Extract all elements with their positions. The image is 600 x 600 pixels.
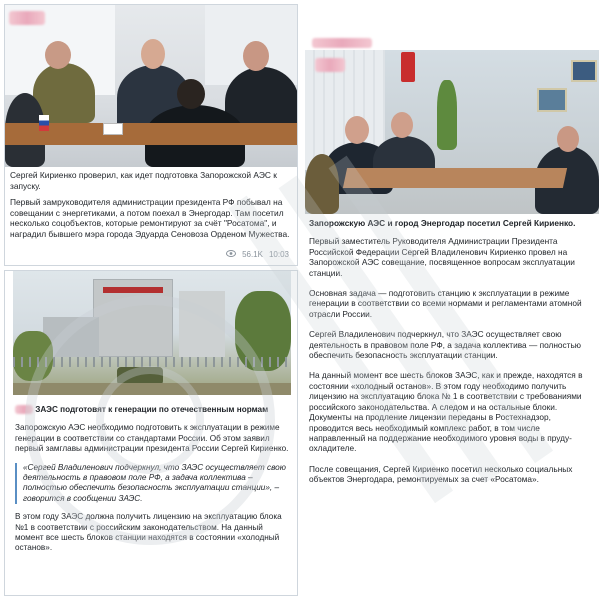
post1-meta [226,250,289,259]
post-zaes-generation [4,270,298,596]
post1-caption-line1: Сергей Кириенко проверил, как идет подготовка Запорожской АЭС к запуску. [10,170,277,191]
post3-headline-text: ЗАЭС подготовят к генерации по отечественным нормам [35,405,269,414]
post-time: 10:03 [268,250,289,259]
post3-paragraph-1: Запорожскую АЭС необходимо подготовить к эксплуатации в режиме генерации в соответствии со стандартами России. Об этом заявил первый замглавы администрации президента России Сергей Кириенко. [15,423,289,454]
post3-quote [15,463,291,505]
eye-icon [226,250,236,259]
post2-paragraph: Сергей Владиленович подчеркнул, что ЗАЭС осуществляет свою деятельность в правовом поле РФ, а задача коллектива — полностью обеспечить безопасность эксплуатации станции. [309,329,582,361]
flag-emoji-blur [15,405,33,414]
post3-quote-text: «Сергей Владиленович подчеркнул, что ЗАЭС осуществляет свою деятельность в правовом поле РФ, а задача коллектива – полностью обеспечить безопасность эксплуатации станции», – говорится в сообщении ЗАЭС. [23,462,286,503]
post2-headline: Запорожскую АЭС и город Энергодар посетил Сергей Кириенко. [309,218,576,228]
channel-badge-2 [315,58,345,72]
channel-badge [9,11,45,25]
post1-caption-body: Первый замруководителя администрации президента РФ побывал на совещании с энергетиками, а потом поехал в Энергодар. Там посетил несколько соцобъектов, которые ремонтируют за счёт "Росатома", и наградил бывшего мэра города Эдуарда Сеновоза Орденом Мужества. [10,197,290,239]
view-count: 56.1K [242,250,263,259]
meeting-photo-2 [305,50,599,214]
post2-paragraph: Основная задача — подготовить станцию к эксплуатации в режиме генерации в соответствии со всеми нормами и регламентами атомной отрасли России. [309,288,582,319]
post3-paragraph-2: В этом году ЗАЭС должна получить лицензию на эксплуатацию блока №1 в соответствии с российским законодательством. На данный момент все шесть блоков станции находятся в состоянии «холодный останов». [15,512,282,553]
meeting-photo-1 [5,5,298,167]
post3-headline [15,405,291,415]
post2-paragraph: Первый заместитель Руководителя Администрации Президента Российской Федерации Сергей Владиленович Кириенко провел на Запорожской АЭС совещание, посвященное вопросам эксплуатации станции. [309,236,575,278]
post3-body [15,405,291,560]
power-plant-photo [13,271,291,395]
post-kirienko-check [4,4,298,266]
post-zaes-energodar [305,50,599,596]
post2-paragraph: На данный момент все шесть блоков ЗАЭС, как и прежде, находятся в состоянии «холодный останов». В этом году необходимо получить лицензию на эксплуатацию блока № 1 в соответствии с требованиями российского законодательства. А следом и на остальные блоки. Документы на продление лицензии переданы в Ростехнадзор, проводится весь необходимый комплекс работ, в том числе направленный на поддержание необходимого уровня воды в пруду-охладителе. [309,370,583,454]
post2-paragraph: После совещания, Сергей Кириенко посетил несколько социальных объектов Энергодара, ремонтируемых за счет «Росатома». [309,463,573,485]
post2-body [309,218,595,491]
post1-caption [10,170,294,240]
channel-header-badge [312,38,372,48]
